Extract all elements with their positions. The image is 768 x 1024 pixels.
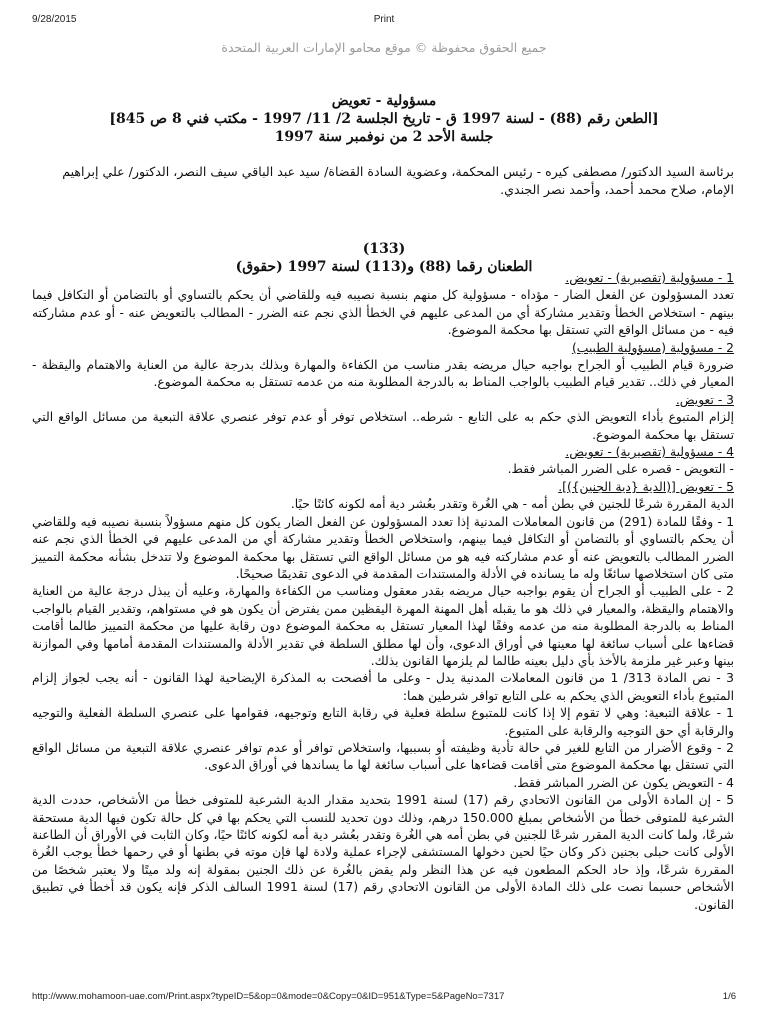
principle-subitem: 2 - وقوع الأضرار من التابع للغير في حالة تأدية وظيفته أو بسببها، واستخلاص توافر أو عدم توافر عنصري علاقة التبعية من مسائل الواقع التي تستقل بها محكمة الموضوع متى أقامت قضاءها على أسباب سائغة لها ما يساندها في أوراق الدعوى. bbox=[32, 740, 734, 773]
case-reference: [الطعن رقم (88) - لسنة 1997 ق - تاريخ الجلسة 2/ 11/ 1997 - مكتب فني 8 ص 845] bbox=[109, 111, 659, 127]
headnote-text: تعدد المسؤولون عن الفعل الضار - مؤداه - مسؤولية كل منهم بنسبة نصيبه فيه وللقاضي أن يحكم بالتساوي أو بالتضامن أو التكافل فيما بينهم - استخلاص الخطأ وتقدير مشاركة أي من المدعى عليهم في الخطأ الذي نجم عنه الضرر - المطالب بالتعويض عنه - أو عدم مشاركته فيه - من مسائل الواقع التي تستقل بها محكمة الموضوع. bbox=[32, 288, 734, 338]
headnote-text: إلزام المتبوع بأداء التعويض الذي حكم به على التابع - شرطه.. استخلاص توفر أو عدم توفر عنصري علاقة التبعية من مسائل الواقع التي تستقل بها محكمة الموضوع. bbox=[32, 410, 734, 442]
judgment-title: مسؤولية - تعويض bbox=[331, 93, 437, 109]
page-url: http://www.mohamoon-uae.com/Print.aspx?typeID=5&op=0&mode=0&Copy=0&ID=951&Type=5&PageNo=7317 bbox=[32, 991, 505, 1002]
headnote-text: الدية المقررة شرعًا للجنين في بطن أمه - هي الغُرة وتقدر بعُشر دية أمه لكونه كائنًا حيًا. bbox=[290, 497, 734, 512]
page-counter: 1/6 bbox=[722, 991, 736, 1002]
headnote-label: 5 - تعويض [(الدية {دية الجنين})]. bbox=[558, 479, 734, 494]
principle-paragraph: 2 - على الطبيب أو الجراح أن يقوم بواجبه حيال مريضه بقدر معقول ومناسب من الكفاءة والمهارة، وعليه أن يبذل درجة عالية من العناية والاهتمام واليقظة، والمعيار في ذلك هو ما يقبله أهل المهنة المهرة اليقظين ممن يفترض أن يكون هو في مستواهم، وتقدير القيام بالواجب المناط به بالدرجة المطلوبة منه من عدمه وفقًا لهذا المعيار تستقل به محكمة الموضوع دون رقابة عليها من محكمة التمييز طالما أقامت قضاءها على أسباب سائغة لها معينها في أوراق الدعوى، وأن لها مطلق السلطة في تقدير الأدلة والمستندات المقدمة أمامها وفي الموازنة بينها وعبر غير ملزمة بالأخذ بأي دليل بعينه طالما لم يلزمها القانون بذلك. bbox=[32, 584, 734, 668]
principle-paragraph: 5 - إن المادة الأولى من القانون الاتحادي رقم (17) لسنة 1991 بتحديد مقدار الدية الشرعية للمتوفى خطأ من الأشخاص، حددت الدية الشرعية للمتوفى خطأ من الأشخاص بمبلغ 150.000 درهم، وذلك دون تحديد للنسب التي يحكم بها في كل حالة تكون فيها الدية مستحقة شرعًا، ولما كانت الدية المقرر شرعًا للجنين في بطن أمه هي الغُرة وتقدر بعُشر دية أمه لكونه كائنًا حيًا، وكان الثابت في الأوراق أن الطاعنة الأولى كانت حبلى بجنين ذكر وكان حيًا لحين دخولها المستشفى لإجراء عملية ولادة لها فإن موته في بطنها أو في رحمها خطأ يوجب الغُرة المقررة شرعًا، وإذ حاد الحكم المطعون فيه عن هذا النظر ولم يقض بالغُرة عن ذلك الجنين بمقولة إنه ولد ميتًا ولا يعتبر شخصًا من الأشخاص حسبما نصت على ذلك المادة الأولى من القانون الاتحادي رقم (17) لسنة 1991 السالف الذكر فإنه يكون قد أخطأ في تطبيق القانون. bbox=[32, 793, 735, 912]
headnote-item bbox=[32, 392, 734, 444]
headnote-item bbox=[32, 479, 734, 514]
headnote-item bbox=[32, 444, 734, 479]
copyright-notice: جميع الحقوق محفوظة © موقع محامو الإمارات العربية المتحدة bbox=[221, 40, 547, 55]
headnote-label: 3 - تعويض. bbox=[675, 392, 734, 407]
headnote-text: - التعويض - قصره على الضرر المباشر فقط. bbox=[507, 462, 734, 477]
judgment-heading bbox=[40, 92, 728, 146]
headnote-text: ضرورة قيام الطبيب أو الجراح بواجبه حيال مريضه بقدر مناسب من الكفاءة والمهارة وبذلك بدرجة عالية من العناية والاهتمام واليقظة - المعيار في ذلك.. تقدير قيام الطبيب بالواجب المناط به بالدرجة المطلوبة منه من عدمه تستقل به محكمة الموضوع. bbox=[32, 358, 734, 390]
principle-paragraph: 1 - وفقًا للمادة (291) من قانون المعاملات المدنية إذا تعدد المسؤولون عن الفعل الضار يكون كل منهم مسؤولاً بنسبة نصيبه فيه وللقاضي أن يحكم بالتساوي أو بالتضامن أو التكافل فيما بينهم، واستخلاص الخطأ وتقدير مشاركة أي من المدعى عليهم في الخطأ الذي نجم عنه الضرر المطالب بالتعويض عنه أو عدم مشاركته فيه هو من مسائل الواقع التي تستقل بها محكمة الموضوع ولا تتدخل بشأنه محكمة التمييز متى كان استخلاصها سائغًا وله ما يسانده في الأدلة والمستندات المقدمة في الدعوى تقديمًا صحيحًا. bbox=[32, 514, 735, 581]
principle-paragraph: 3 - نص المادة 313/ 1 من قانون المعاملات المدنية يدل - وعلى ما أفصحت به المذكرة الإيضاحية لهذا القانون - أنه يجب لجواز إلزام المتبوع بأداء التعويض الذي يحكم به على التابع توافر شرطين هما: bbox=[32, 671, 734, 703]
headnote-item bbox=[32, 340, 734, 392]
headnote-label: 2 - مسؤولية (مسؤولية الطبيب) bbox=[571, 340, 734, 355]
judgment-body bbox=[32, 270, 734, 914]
headnote-item bbox=[32, 270, 734, 340]
print-title: Print bbox=[373, 14, 395, 25]
court-panel: برئاسة السيد الدكتور/ مصطفى كيره - رئيس المحكمة، وعضوية السادة القضاة/ سيد عبد الباقي سيف النصر، الدكتور/ علي إبراهيم الإمام، صلاح محمد أحمد، وأحمد نصر الجندي. bbox=[62, 164, 734, 197]
principle-paragraph: 4 - التعويض يكون عن الضرر المباشر فقط. bbox=[513, 775, 734, 790]
session-date: جلسة الأحد 2 من نوفمبر سنة 1997 bbox=[274, 129, 494, 145]
browser-print-footer bbox=[32, 991, 736, 1005]
headnote-label: 1 - مسؤولية (تقصيرية) - تعويض. bbox=[565, 271, 734, 285]
headnote-label: 4 - مسؤولية (تقصيرية) - تعويض. bbox=[565, 445, 734, 460]
case-number: (133) bbox=[362, 241, 406, 257]
principle-subitem: 1 - علاقة التبعية: وهي لا تقوم إلا إذا كانت للمتبوع سلطة فعلية في رقابة التابع وتوجيهه، فقوامها على عنصري السلطة الفعلية والتوجيه والرقابة أي حق التوجيه والرقابة على المتبوع. bbox=[32, 706, 734, 738]
print-date: 9/28/2015 bbox=[32, 14, 77, 25]
browser-print-header bbox=[32, 14, 736, 28]
appeal-numbers: الطعنان رقما (88) و(113) لسنة 1997 (حقوق) bbox=[235, 259, 533, 275]
